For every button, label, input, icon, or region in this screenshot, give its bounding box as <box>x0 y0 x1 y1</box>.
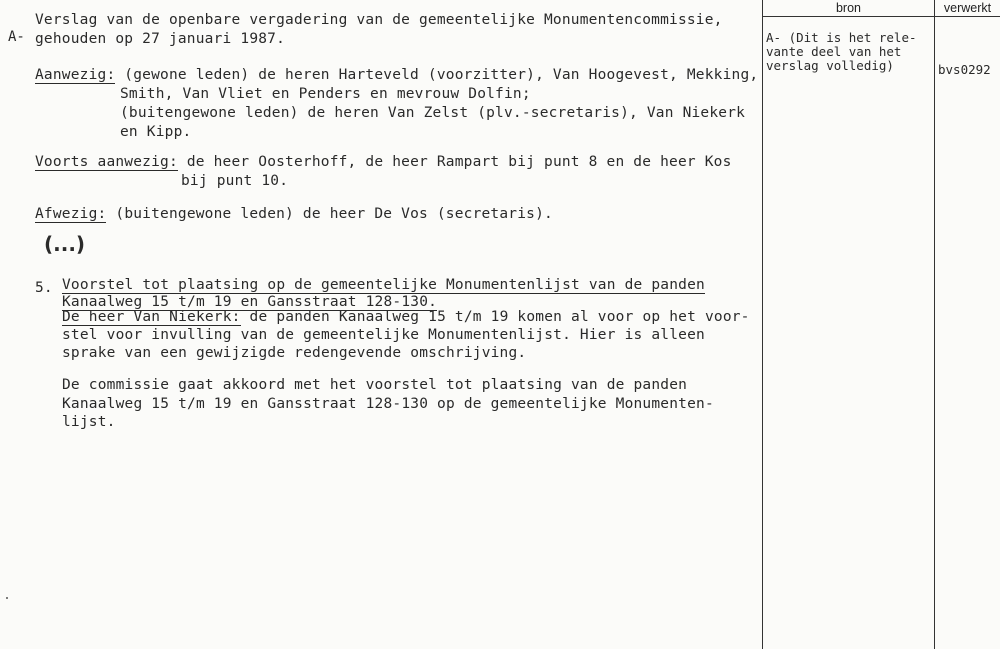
afwezig-label: Afwezig: <box>35 206 107 222</box>
afwezig-line <box>35 205 553 224</box>
report-title-line-2: gehouden op 27 januari 1987. <box>35 31 286 47</box>
aanwezig-line-2: Smith, Van Vliet en Penders en mevrouw Dolfin; <box>120 86 531 102</box>
bron-column-divider <box>762 0 763 649</box>
aanwezig-line-4: en Kipp. <box>120 124 192 140</box>
speaker-label: De heer Van Niekerk: <box>62 309 241 325</box>
column-header-rule <box>762 16 1000 17</box>
item-5-title-line-2: Kanaalweg 15 t/m 19 en Gansstraat 128-130. <box>62 294 438 310</box>
report-title-line-1: Verslag van de openbare vergadering van de gemeentelijke Monumentencommissie, <box>35 12 723 28</box>
voorts-text-1: de heer Oosterhoff, de heer Rampart bij punt 8 en de heer Kos <box>177 154 732 170</box>
decision-line-2: Kanaalweg 15 t/m 19 en Gansstraat 128-130 op de gemeentelijke Monumenten- <box>62 396 714 412</box>
decision-line-3: lijst. <box>62 414 116 430</box>
voorts-line-2: bij punt 10. <box>181 173 289 189</box>
speaker-text-1: de panden Kanaalweg 15 t/m 19 komen al voor op het voor- <box>240 309 750 325</box>
aanwezig-text-1: (gewone leden) de heren Harteveld (voorzitter), Van Hoogevest, Mekking, <box>115 67 759 83</box>
decision-line-1: De commissie gaat akkoord met het voorstel tot plaatsing van de panden <box>62 377 688 393</box>
verwerkt-column-divider <box>934 0 935 649</box>
voorts-line-1 <box>35 153 732 172</box>
verwerkt-header: verwerkt <box>943 1 992 15</box>
item-5-title-line-1: Voorstel tot plaatsing op de gemeentelijke Monumentenlijst van de panden <box>62 277 705 293</box>
bron-note-line-3: verslag volledig) <box>766 58 894 73</box>
margin-label: A- <box>8 29 25 45</box>
bron-note-line-1: A- (Dit is het rele- <box>766 30 917 45</box>
speaker-line-3: sprake van een gewijzigde redengevende omschrijving. <box>62 345 527 361</box>
aanwezig-label: Aanwezig: <box>35 67 116 83</box>
aanwezig-line-3: (buitengewone leden) de heren Van Zelst (plv.-secretaris), Van Niekerk <box>120 105 746 121</box>
voorts-label: Voorts aanwezig: <box>35 154 178 170</box>
bron-note-line-2: vante deel van het <box>766 44 902 59</box>
item-5-number: 5. <box>35 280 53 296</box>
afwezig-text: (buitengewone leden) de heer De Vos (secretaris). <box>106 206 553 222</box>
speaker-line-1 <box>62 308 750 327</box>
speaker-line-2: stel voor invulling van de gemeentelijke Monumentenlijst. Hier is alleen <box>62 327 705 343</box>
omission-marker: (...) <box>44 232 86 256</box>
aanwezig-line-1 <box>35 66 758 85</box>
stray-mark <box>6 597 8 599</box>
verwerkt-value: bvs0292 <box>938 62 991 77</box>
bron-header: bron <box>835 1 862 15</box>
